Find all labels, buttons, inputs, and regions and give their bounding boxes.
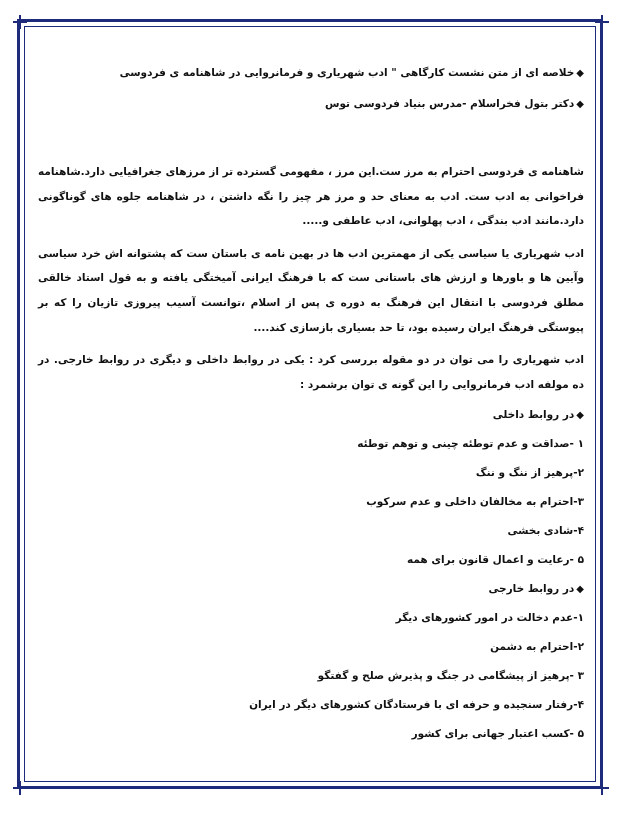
- section-heading-internal: [38, 401, 584, 430]
- diamond-bullet-icon: ◆: [576, 584, 584, 596]
- document-title: [38, 58, 584, 89]
- diamond-bullet-icon: ◆: [576, 99, 584, 110]
- list-item: ۲-احترام به دشمن: [490, 641, 584, 654]
- author-line: [38, 89, 584, 120]
- list-item: ۴-رفتار سنجیده و حرفه ای با فرستادگان کشورهای دیگر در ایران: [249, 699, 584, 712]
- section-heading-text: در روابط داخلی: [492, 409, 575, 422]
- diamond-bullet-icon: ◆: [576, 68, 584, 79]
- section-heading-external: [38, 575, 584, 604]
- section-heading-text: در روابط خارجی: [488, 583, 575, 596]
- list-item: ۱-عدم دخالت در امور کشورهای دیگر: [395, 612, 584, 625]
- corner-ornament-icon: [595, 781, 609, 795]
- list-item: ۵ -رعایت و اعمال قانون برای همه: [406, 554, 584, 567]
- corner-ornament-icon: [13, 15, 27, 29]
- paragraph-1: شاهنامه ی فردوسی احترام به مرز ست.این مرز ، مفهومی گسترده تر از مرزهای جغرافیایی دارد.شاهنامه فراخوانی به ادب ست. ادب به معنای حد و مرز هر چیز را نگه داشتن ، در شاهنامه جلوه های گوناگونی دارد.مانند ادب بندگی ، ادب پهلوانی، ادب عاطفی و.....: [38, 166, 584, 228]
- diamond-bullet-icon: ◆: [576, 410, 584, 422]
- document-body: [38, 58, 584, 749]
- corner-ornament-icon: [13, 781, 27, 795]
- list-item: ۴-شادی بخشی: [507, 525, 584, 538]
- title-text: خلاصه ای از متن نشست کارگاهی " ادب شهریاری و فرمانروایی در شاهنامه ی فردوسی: [119, 67, 575, 79]
- list-item: ۲-پرهیز از ننگ و ننگ: [475, 467, 584, 480]
- list-item: ۳ -پرهیز از پیشگامی در جنگ و پذیرش صلح و گفتگو: [317, 670, 584, 683]
- paragraph-2: ادب شهریاری یا سیاسی یکی از مهمترین ادب ها در بهین نامه ی باستان ست که پشتوانه اش خرد سیاسی وآیین ها و باورها و ارزش های باستانی ست که با فرهنگ ایرانی آمیختگی یافته و به قول استاد خالقی مطلق فردوسی با انتقال این فرهنگ به دوره ی پس از اسلام ،توانست آسیب پیروزی تازیان را که بر پیوستگی فرهنگ ایران رسیده بود، تا حد بسیاری بازسازی کند....: [38, 247, 584, 334]
- list-item: ۳-احترام به مخالفان داخلی و عدم سرکوب: [366, 496, 584, 509]
- corner-ornament-icon: [595, 15, 609, 29]
- spacer: [38, 120, 584, 160]
- author-text: دکتر بتول فخراسلام -مدرس بنیاد فردوسی توس: [324, 98, 575, 110]
- list-item: ۵ -کسب اعتبار جهانی برای کشور: [411, 728, 584, 741]
- list-item: ۱ -صداقت و عدم توطئه چینی و توهم توطئه: [357, 438, 584, 451]
- paragraph-3: ادب شهریاری را می توان در دو مقوله بررسی کرد : یکی در روابط داخلی و دیگری در روابط خارجی. در ده مولفه ادب فرمانروایی را این گونه ی توان برشمرد :: [38, 354, 584, 391]
